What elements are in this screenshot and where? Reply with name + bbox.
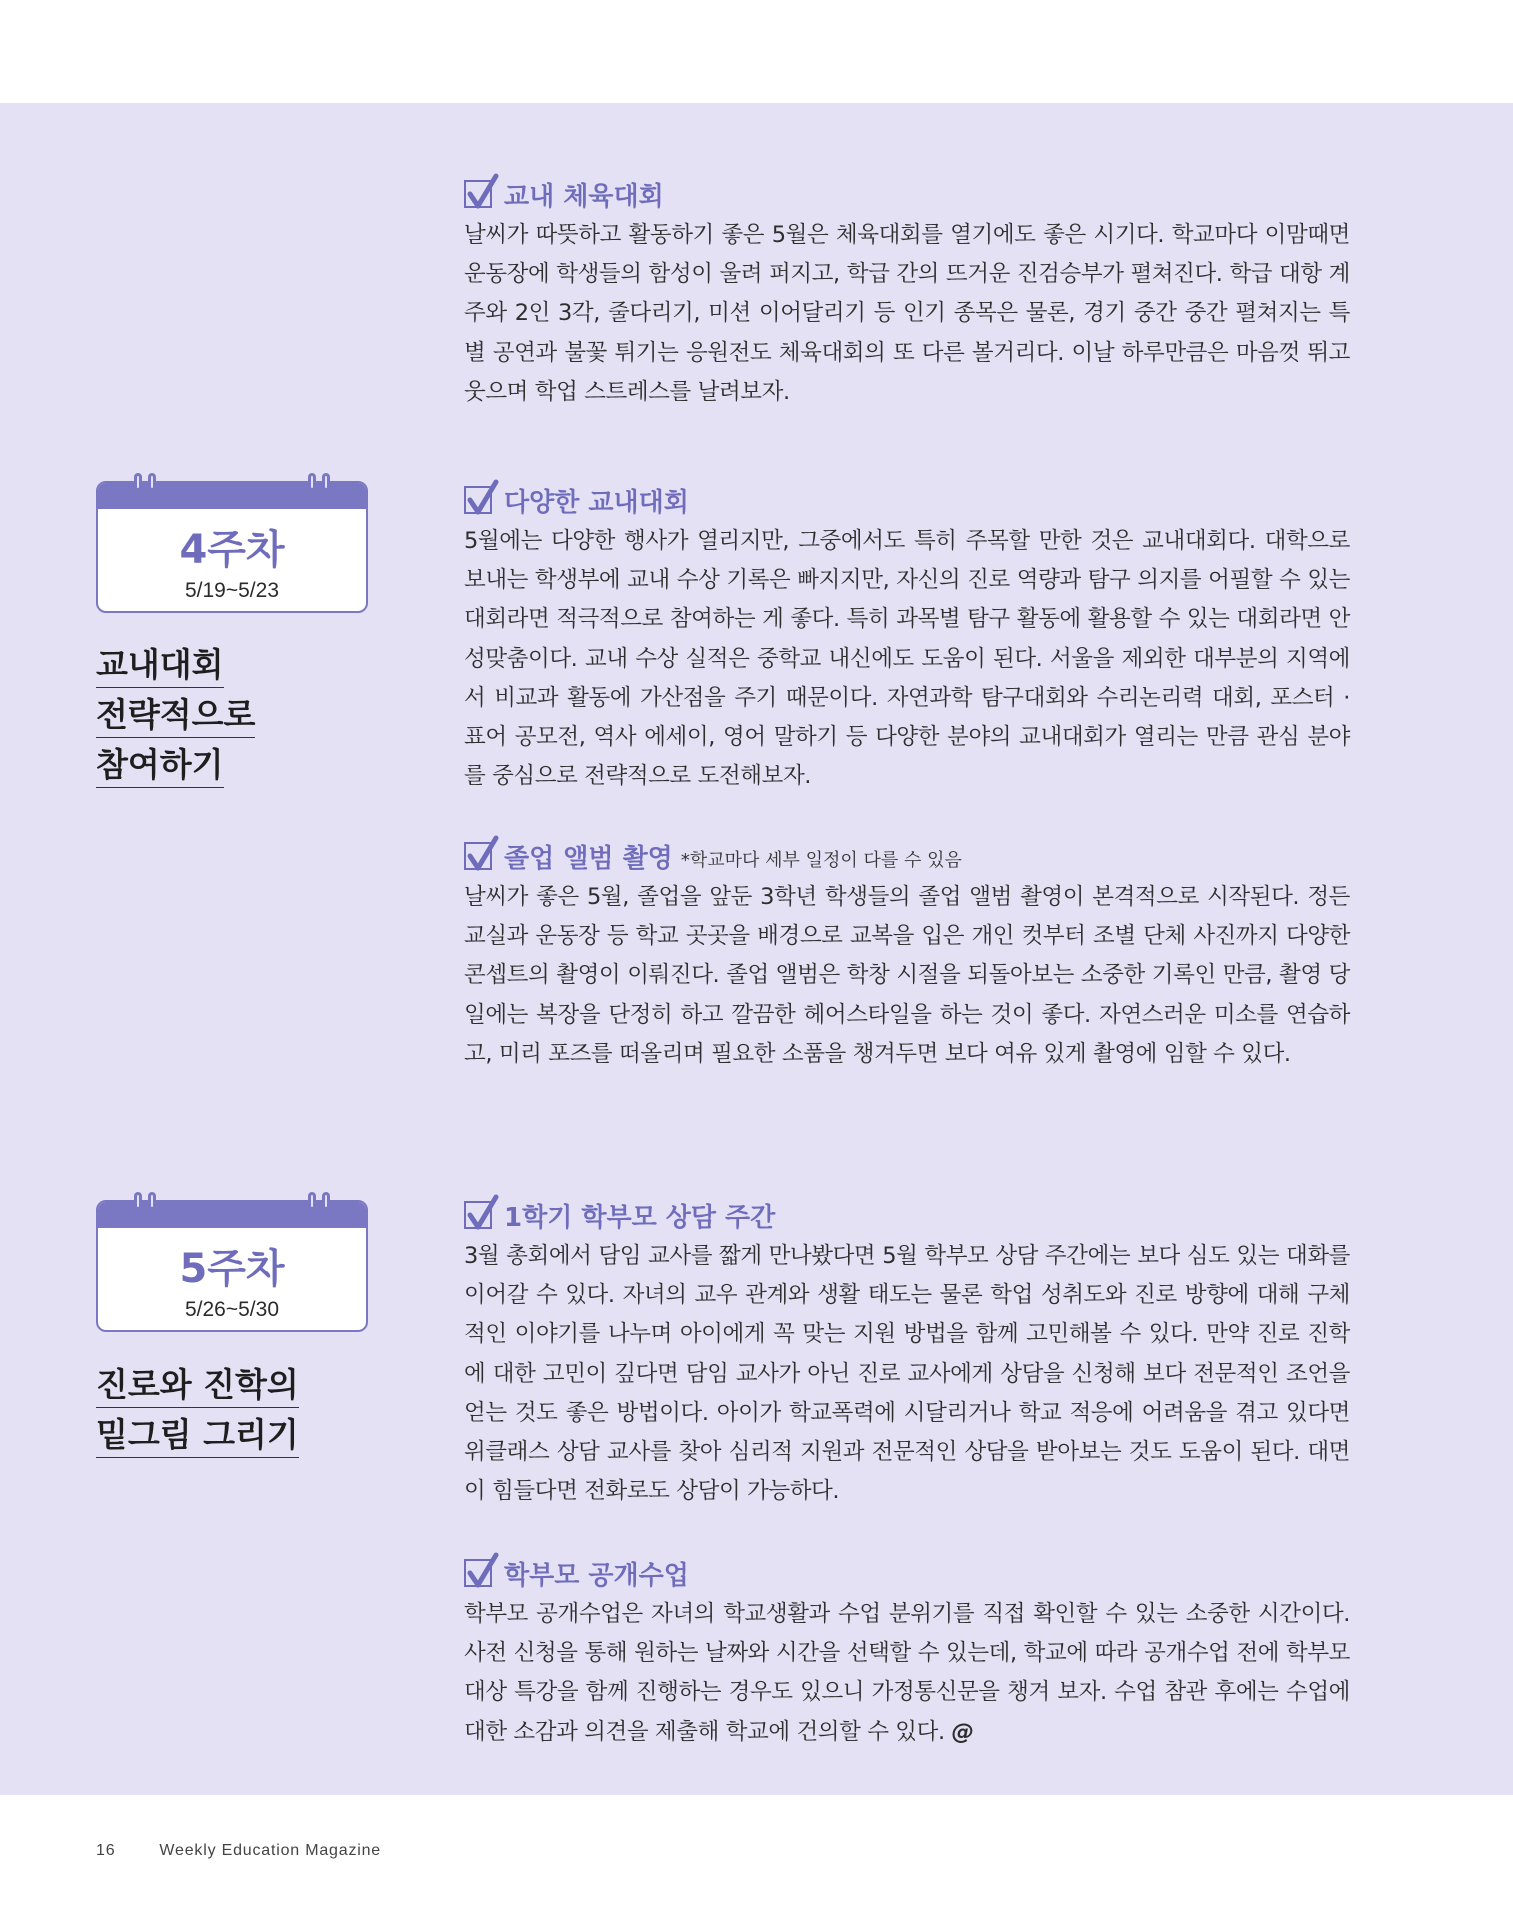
section-body: 날씨가 따뜻하고 활동하기 좋은 5월은 체육대회를 열기에도 좋은 시기다. 학교마다 이맘때면 운동장에 학생들의 함성이 울려 퍼지고, 학급 간의 뜨거운 진검승부가 펼쳐진다. 학급 대항 계주와 2인 3각, 줄다리기, 미션 이어달리기 등 인기 종목은 물론, 경기 중간 중간 펼쳐지는 특별 공연과 불꽃 튀기는 응원전도 체육대회의 또 다른 볼거리다. 이날 하루만큼은 마음껏 뛰고 웃으며 학업 스트레스를 날려보자. — [464, 222, 1350, 405]
calendar-ring-icon — [322, 1192, 330, 1210]
section-heading — [464, 1197, 1350, 1233]
checkmark-icon — [464, 486, 492, 514]
calendar-frame — [96, 481, 368, 613]
side-title-line: 전략적으로 — [96, 693, 255, 738]
calendar-frame — [96, 1200, 368, 1332]
section-heading — [464, 176, 1350, 212]
section-heading — [464, 482, 1350, 518]
section-title: 졸업 앨범 촬영 — [504, 843, 673, 874]
week-side-title — [96, 1360, 299, 1460]
section-title: 1학기 학부모 상담 주간 — [504, 1202, 776, 1233]
section-body: 5월에는 다양한 행사가 열리지만, 그중에서도 특히 주목할 만한 것은 교내대회다. 대학으로 보내는 학생부에 교내 수상 기록은 빠지지만, 자신의 진로 역량과 탐구 의지를 어필할 수 있는 대회라면 적극적으로 참여하는 게 좋다. 특히 과목별 탐구 활동에 활용할 수 있는 대회라면 안성맞춤이다. 교내 수상 실적은 중학교 내신에도 도움이 된다. 서울을 제외한 대부분의 지역에서 비교과 활동에 가산점을 주기 때문이다. 자연과학 탐구대회와 수리논리력 대회, 포스터 · 표어 공모전, 역사 에세이, 영어 말하기 등 다양한 분야의 교내대회가 열리는 만큼 관심 분야를 중심으로 전략적으로 도전해보자. — [464, 528, 1350, 790]
calendar-ring-icon — [308, 1192, 316, 1210]
checkmark-icon — [464, 1559, 492, 1587]
week-label: 4주차 — [179, 527, 285, 573]
page-number: 16 — [96, 1842, 116, 1859]
page-footer — [96, 1842, 381, 1860]
week-dates: 5/26~5/30 — [184, 1298, 279, 1321]
article-section — [464, 176, 1350, 412]
section-title: 다양한 교내대회 — [504, 487, 689, 518]
section-note: *학교마다 세부 일정이 다를 수 있음 — [680, 850, 962, 871]
section-body-text: 학부모 공개수업은 자녀의 학교생활과 수업 분위기를 직접 확인할 수 있는 소중한 시간이다. 사전 신청을 통해 원하는 날짜와 시간을 선택할 수 있는데, 학교에 따라 공개수업 전에 학부모 대상 특강을 함께 진행하는 경우도 있으니 가정통신문을 챙겨 보자. 수업 참관 후에는 수업에 대한 소감과 의견을 제출해 학교에 건의할 수 있다. — [464, 1601, 1350, 1745]
checkmark-icon — [464, 180, 492, 208]
week-dates: 5/19~5/23 — [184, 579, 279, 602]
week-label: 5주차 — [179, 1246, 285, 1292]
end-mark-icon: @ — [951, 1718, 974, 1745]
calendar-ring-icon — [134, 1192, 142, 1210]
article-section — [464, 838, 1350, 1074]
side-title-line: 참여하기 — [96, 743, 224, 788]
week-calendar-badge — [96, 473, 368, 613]
week-side-title — [96, 640, 255, 790]
section-body: 날씨가 좋은 5월, 졸업을 앞둔 3학년 학생들의 졸업 앨범 촬영이 본격적으로 시작된다. 정든 교실과 운동장 등 학교 곳곳을 배경으로 교복을 입은 개인 컷부터 조별 단체 사진까지 다양한 콘셉트의 촬영이 이뤄진다. 졸업 앨범은 학창 시절을 되돌아보는 소중한 기록인 만큼, 촬영 당일에는 복장을 단정히 하고 깔끔한 헤어스타일을 하는 것이 좋다. 자연스러운 미소를 연습하고, 미리 포즈를 떠올리며 필요한 소품을 챙겨두면 보다 여유 있게 촬영에 임할 수 있다. — [464, 884, 1350, 1067]
section-body: 3월 총회에서 담임 교사를 짧게 만나봤다면 5월 학부모 상담 주간에는 보다 심도 있는 대화를 이어갈 수 있다. 자녀의 교우 관계와 생활 태도는 물론 학업 성취도와 진로 방향에 대해 구체적인 이야기를 나누며 아이에게 꼭 맞는 지원 방법을 함께 고민해볼 수 있다. 만약 진로 진학에 대한 고민이 깊다면 담임 교사가 아닌 진로 교사에게 상담을 신청해 보다 전문적인 조언을 얻는 것도 좋은 방법이다. 아이가 학교폭력에 시달리거나 학교 적응에 어려움을 겪고 있다면 위클래스 상담 교사를 찾아 심리적 지원과 전문적인 상담을 받아보는 것도 도움이 된다. 대면이 힘들다면 전화로도 상담이 가능하다. — [464, 1243, 1350, 1505]
checkmark-icon — [464, 842, 492, 870]
checkmark-icon — [464, 1201, 492, 1229]
calendar-ring-icon — [148, 1192, 156, 1210]
calendar-ring-icon — [322, 473, 330, 491]
side-title-line: 밑그림 그리기 — [96, 1413, 299, 1458]
calendar-ring-icon — [308, 473, 316, 491]
week-calendar-badge — [96, 1192, 368, 1332]
article-section — [464, 1555, 1350, 1752]
section-title: 교내 체육대회 — [504, 181, 664, 212]
side-title-line: 교내대회 — [96, 643, 224, 688]
article-section — [464, 1197, 1350, 1511]
section-title: 학부모 공개수업 — [504, 1560, 689, 1591]
article-section — [464, 482, 1350, 796]
calendar-ring-icon — [134, 473, 142, 491]
section-heading — [464, 838, 1350, 874]
calendar-ring-icon — [148, 473, 156, 491]
side-title-line: 진로와 진학의 — [96, 1363, 299, 1408]
section-heading — [464, 1555, 1350, 1591]
magazine-name: Weekly Education Magazine — [159, 1842, 381, 1859]
section-body — [464, 1595, 1350, 1752]
